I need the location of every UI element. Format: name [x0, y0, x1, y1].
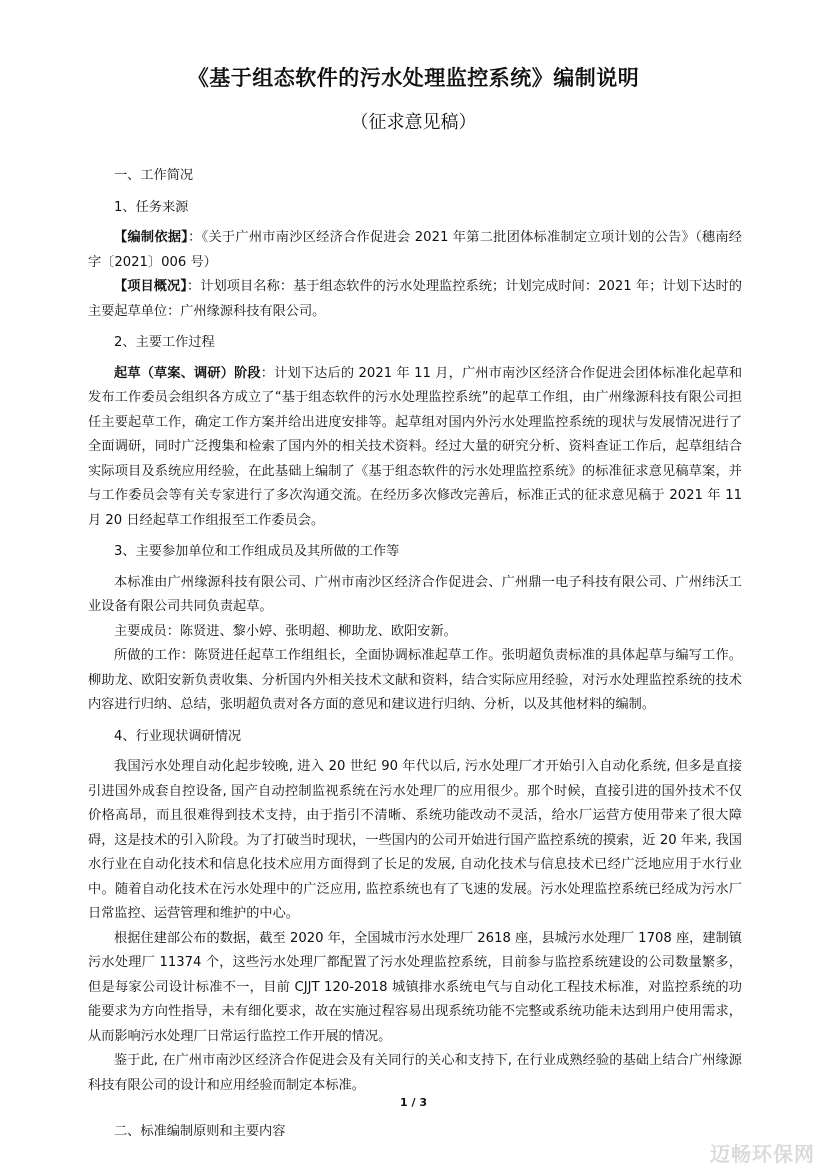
document-title: 《基于组态软件的污水处理监控系统》编制说明 [187, 65, 640, 90]
paragraph-main-members: 主要成员：陈贤进、黎小婷、张明超、柳助龙、欧阳安新。 [114, 623, 457, 639]
document-subtitle: （征求意见稿） [350, 112, 477, 133]
page-number: 1 / 3 [400, 1096, 427, 1109]
subsection-heading-task-source: 1、任务来源 [114, 199, 189, 215]
subsection-heading-participants: 3、主要参加单位和工作组成员及其所做的工作等 [114, 544, 400, 559]
paragraph-conclusion: 鉴于此, 在广州市南沙区经济合作促进会及有关同行的关心和支持下, 在行业成熟经验的基础上结合广州缘源科技有限公司的设计和应用经验而制定本标准。 [88, 1053, 742, 1093]
site-watermark: 迈畅环保网 [710, 1142, 815, 1166]
text-project-overview: ：计划项目名称：基于组态软件的污水处理监控系统；计划完成时间：2021 年；计划下达时的主要起草单位：广州缘源科技有限公司。 [88, 279, 742, 319]
subsection-heading-industry-status: 4、行业现状调研情况 [114, 728, 242, 744]
section-heading-principles: 二、标准编制原则和主要内容 [114, 1124, 286, 1139]
label-drafting-stage: 起草（草案、调研）阶段 [114, 365, 261, 381]
paragraph-drafting-units: 本标准由广州缘源科技有限公司、广州市南沙区经济合作促进会、广州鼎一电子科技有限公司、广州纬沃工业设备有限公司共同负责起草。 [88, 574, 742, 614]
document-body [88, 164, 742, 1145]
paragraph-compilation-basis [88, 226, 742, 275]
paragraph-industry-history: 我国污水处理自动化起步较晚, 进入 20 世纪 90 年代以后, 污水处理厂才开始引入自动化系统, 但多是直接引进国外成套自控设备, 国产自动控制监视系统在污水处理厂的应用很少。那个时候，直接引进的国外技术不仅价格高昂，而且很难得到技术支持，由于指引不清晰、系统功能改动不灵活，给水厂运营方使用带来了很大障碍，这是技术的引入阶段。为了打破当时现状，一些国内的公司开始进行国产监控系统的摸索，近 20 年来, 我国水行业在自动化技术和信息化技术应用方面得到了长足的发展, 自动化技术与信息技术已经广泛地应用于水行业中。随着自动化技术在污水处理中的广泛应用, 监控系统也有了飞速的发展。污水处理监控系统已经成为污水厂日常监控、运营管理和维护的中心。 [88, 759, 742, 921]
paragraph-project-overview [88, 275, 742, 324]
text-compilation-basis: ：《关于广州市南沙区经济合作促进会 2021 年第二批团体标准制定立项计划的公告》（穗南经字〔2021〕006 号） [88, 230, 742, 270]
paragraph-drafting-stage [88, 362, 742, 534]
label-project-overview: 【项目概况】 [114, 279, 187, 294]
subsection-heading-work-process: 2、主要工作过程 [114, 335, 215, 350]
paragraph-industry-statistics: 根据住建部公布的数据，截至 2020 年，全国城市污水处理厂 2618 座，县城污水处理厂 1708 座，建制镇污水处理厂 11374 个，这些污水处理厂都配置了污水处理监控系统，目前参与监控系统建设的公司数量繁多，但是每家公司设计标准不一，目前 CJJT 120-2018 城镇排水系统电气与自动化工程技术标准，对监控系统的功能要求为方向性指导，未有细化要求，故在实施过程容易出现系统功能不完整或系统功能未达到用户使用需求，从而影响污水处理厂日常运行监控工作开展的情况。 [88, 930, 742, 1044]
section-heading-work-overview: 一、工作简况 [114, 168, 194, 183]
text-drafting-stage: ：计划下达后的 2021 年 11 月，广州市南沙区经济合作促进会团体标准化起草和发布工作委员会组织各方成立了“基于组态软件的污水处理监控系统”的起草工作组，由广州缘源科技有限公司担任主要起草工作，确定工作方案并给出进度安排等。起草组对国内外污水处理监控系统的现状与发展情况进行了全面调研，同时广泛搜集和检索了国内外的相关技术资料。经过大量的研究分析、资料查证工作后，起草组结合实际项目及系统应用经验，在此基础上编制了《基于组态软件的污水处理监控系统》的标准征求意见稿草案，并与工作委员会等有关专家进行了多次沟通交流。在经历多次修改完善后，标准正式的征求意见稿于 2021 年 11 月 20 日经起草工作组报至工作委员会。 [88, 365, 743, 528]
paragraph-work-done: 所做的工作：陈贤进任起草工作组组长，全面协调标准起草工作。张明超负责标准的具体起草与编写工作。柳助龙、欧阳安新负责收集、分析国内外相关技术文献和资料，结合实际应用经验，对污水处理监控系统的技术内容进行归纳、总结，张明超负责对各方面的意见和建议进行归纳、分析，以及其他材料的编制。 [88, 648, 742, 712]
label-compilation-basis: 【编制依据】 [114, 230, 189, 245]
